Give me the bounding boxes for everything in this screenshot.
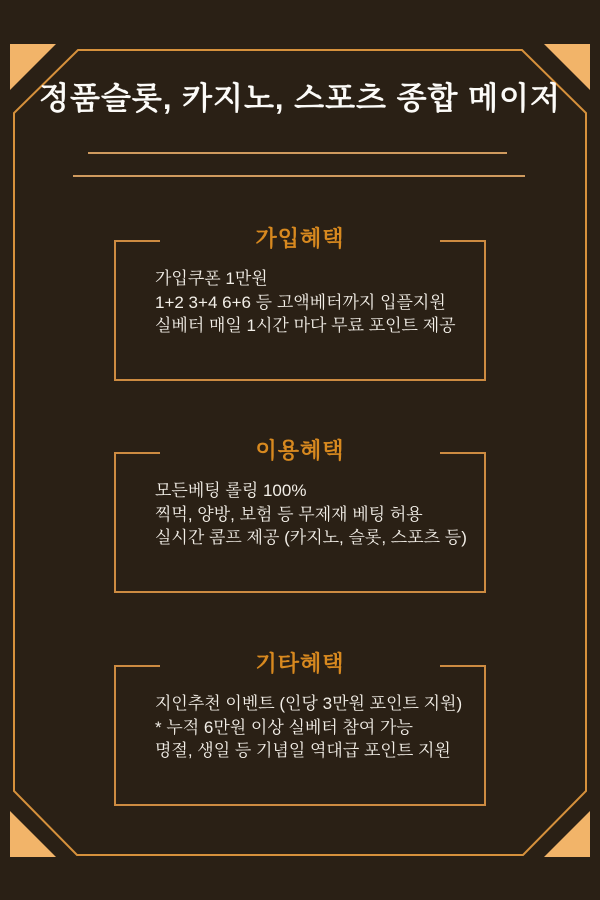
benefit-section-other	[114, 651, 486, 806]
section-body	[155, 479, 478, 550]
benefit-line: 실시간 콤프 제공 (카지노, 슬롯, 스포츠 등)	[155, 528, 467, 547]
page-title: 정품슬롯, 카지노, 스포츠 종합 메이저	[39, 81, 561, 116]
benefit-line: * 누적 6만원 이상 실베터 참여 가능	[155, 717, 413, 737]
section-body	[155, 692, 478, 763]
benefit-line: 찍먹, 양방, 보험 등 무제재 베팅 허용	[155, 504, 423, 524]
section-title: 기타혜택	[255, 651, 345, 676]
section-body	[155, 267, 478, 338]
benefit-section-signup	[114, 226, 486, 381]
corner-triangle-bottom-right-icon	[544, 811, 590, 857]
benefit-line: 명절, 생일 등 기념일 역대급 포인트 지원	[155, 741, 451, 760]
section-title: 이용혜택	[255, 438, 345, 463]
benefit-line: 가입쿠폰 1만원	[155, 269, 268, 288]
benefit-line: 1+2 3+4 6+6 등 고액베터까지 입플지원	[155, 292, 446, 312]
benefit-section-usage	[114, 438, 486, 593]
benefit-line: 지인추천 이벤트 (인당 3만원 포인트 지원)	[155, 694, 463, 713]
title-underline-top	[88, 152, 507, 154]
section-title: 가입혜택	[255, 226, 345, 251]
benefit-line: 모든베팅 롤링 100%	[155, 481, 307, 500]
corner-triangle-bottom-left-icon	[10, 811, 56, 857]
benefit-line: 실베터 매일 1시간 마다 무료 포인트 제공	[155, 316, 456, 335]
title-underline-bottom	[73, 175, 525, 177]
